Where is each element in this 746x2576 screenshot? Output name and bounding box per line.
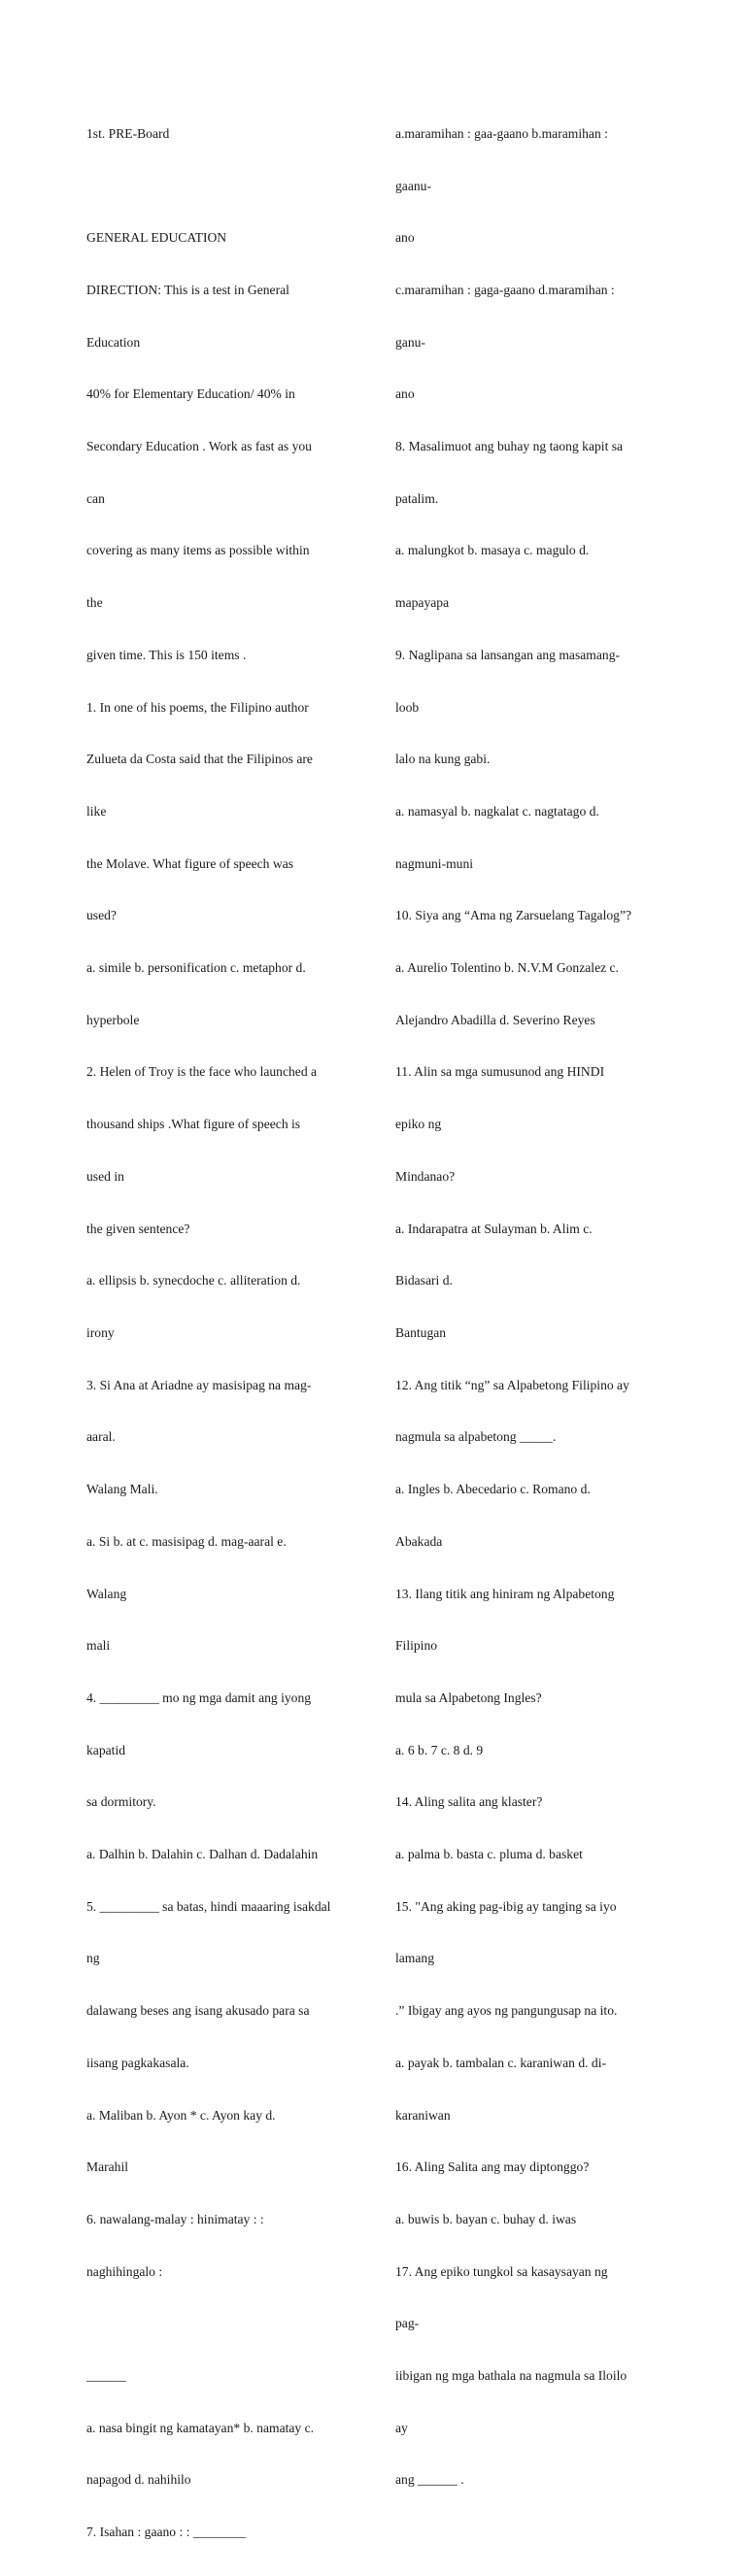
text-line: irony <box>86 1324 115 1340</box>
text-line: 7. Isahan : gaano : : ________ <box>86 2525 247 2540</box>
text-line: a.maramihan : gaa-gaano b.maramihan : <box>395 125 608 141</box>
text-line: loob <box>395 699 420 715</box>
text-line: 5. _________ sa batas, hindi maaaring isakdal <box>86 1898 331 1914</box>
text-line: aaral. <box>86 1429 116 1445</box>
text-line: ______ <box>86 2368 126 2384</box>
text-line: like <box>86 803 107 819</box>
text-line: Bantugan <box>395 1324 447 1340</box>
text-line: 1st. PRE-Board <box>86 125 170 141</box>
text-line: ano <box>395 230 415 246</box>
text-line: 8. Masalimuot ang buhay ng taong kapit sa <box>395 439 624 454</box>
text-line: nagmuni-muni <box>395 855 474 871</box>
text-line: 40% for Elementary Education/ 40% in <box>86 386 295 402</box>
text-line: mali <box>86 1638 111 1654</box>
text-line: 1. In one of his poems, the Filipino author <box>86 699 309 715</box>
text-line: the <box>86 595 103 611</box>
text-line: a. Indarapatra at Sulayman b. Alim c. <box>395 1221 593 1236</box>
text-line: a. namasyal b. nagkalat c. nagtatago d. <box>395 803 599 819</box>
text-line: a. 6 b. 7 c. 8 d. 9 <box>395 1742 484 1757</box>
text-line: Walang Mali. <box>86 1482 158 1497</box>
text-line: mula sa Alpabetong Ingles? <box>395 1689 542 1705</box>
text-line <box>86 2315 358 2332</box>
right-column <box>395 90 667 2524</box>
text-line: a. palma b. basta c. pluma d. basket <box>395 1847 583 1862</box>
text-line: can <box>86 490 105 506</box>
text-line: naghihingalo : <box>86 2263 163 2279</box>
text-line: kapatid <box>86 1742 126 1757</box>
text-line: a. Dalhin b. Dalahin c. Dalhan d. Dadalahin <box>86 1847 319 1862</box>
text-line: 4. _________ mo ng mga damit ang iyong <box>86 1689 312 1705</box>
text-line: 11. Alin sa mga sumusunod ang HINDI <box>395 1064 605 1080</box>
text-line: a. nasa bingit ng kamatayan* b. namatay c. <box>86 2420 315 2435</box>
text-line: ay <box>395 2420 408 2435</box>
text-line: GENERAL EDUCATION <box>86 230 227 246</box>
text-line: a. simile b. personification c. metaphor d. <box>86 960 306 976</box>
text-line: 10. Siya ang “Ama ng Zarsuelang Tagalog”? <box>395 908 632 923</box>
text-line: the Molave. What figure of speech was <box>86 855 294 871</box>
text-line: 12. Ang titik “ng” sa Alpabetong Filipino ay <box>395 1377 629 1392</box>
text-line: iisang pagkakasala. <box>86 2055 189 2070</box>
text-line: thousand ships .What figure of speech is <box>86 1117 301 1132</box>
text-line: used? <box>86 908 117 923</box>
text-line: Abakada <box>395 1533 443 1549</box>
text-line: sa dormitory. <box>86 1794 156 1810</box>
text-line: lalo na kung gabi. <box>395 752 491 767</box>
text-line: given time. This is 150 items . <box>86 647 247 662</box>
text-line: used in <box>86 1168 124 1184</box>
text-line: Mindanao? <box>395 1168 456 1184</box>
text-line: c.maramihan : gaga-gaano d.maramihan : <box>395 282 615 297</box>
text-line: a. Si b. at c. masisipag d. mag-aaral e. <box>86 1533 287 1549</box>
text-line: DIRECTION: This is a test in General <box>86 282 289 297</box>
text-line: Walang <box>86 1586 127 1601</box>
text-line: .” Ibigay ang ayos ng pangungusap na ito. <box>395 2003 618 2019</box>
text-line: a. payak b. tambalan c. karaniwan d. di- <box>395 2055 607 2070</box>
text-line: Alejandro Abadilla d. Severino Reyes <box>395 1012 595 1027</box>
text-line: hyperbole <box>86 1012 140 1027</box>
text-line: karaniwan <box>395 2107 451 2123</box>
text-line: a. Maliban b. Ayon * c. Ayon kay d. <box>86 2107 276 2123</box>
text-line: dalawang beses ang isang akusado para sa <box>86 2003 310 2019</box>
text-line: gaanu- <box>395 178 431 193</box>
text-line: a. malungkot b. masaya c. magulo d. <box>395 543 590 558</box>
text-line: 2. Helen of Troy is the face who launched a <box>86 1064 318 1080</box>
text-line: 17. Ang epiko tungkol sa kasaysayan ng <box>395 2263 608 2279</box>
text-line: 3. Si Ana at Ariadne ay masisipag na mag- <box>86 1377 312 1392</box>
text-line: napagod d. nahihilo <box>86 2472 191 2488</box>
text-line: patalim. <box>395 490 439 506</box>
text-line: a. Ingles b. Abecedario c. Romano d. <box>395 1482 591 1497</box>
left-column <box>86 90 358 2576</box>
text-line: ang ______ . <box>395 2472 464 2488</box>
text-line: nagmula sa alpabetong _____. <box>395 1429 557 1445</box>
text-line: lamang <box>395 1951 435 1966</box>
text-line: Secondary Education . Work as fast as you <box>86 439 312 454</box>
text-line: mapayapa <box>395 595 450 611</box>
text-line <box>86 178 358 195</box>
text-line: a. buwis b. bayan c. buhay d. iwas <box>395 2211 577 2226</box>
text-line: a. Aurelio Tolentino b. N.V.M Gonzalez c. <box>395 960 619 976</box>
text-line: 9. Naglipana sa lansangan ang masamang- <box>395 647 621 662</box>
text-line: covering as many items as possible within <box>86 543 310 558</box>
text-line: ng <box>86 1951 100 1966</box>
text-line: Zulueta da Costa said that the Filipinos are <box>86 752 313 767</box>
text-line: the given sentence? <box>86 1221 190 1236</box>
text-line: ano <box>395 386 415 402</box>
text-line: 14. Aling salita ang klaster? <box>395 1794 543 1810</box>
text-line: 16. Aling Salita ang may diptonggo? <box>395 2159 590 2175</box>
text-line: Bidasari d. <box>395 1273 453 1288</box>
text-line: 15. "Ang aking pag-ibig ay tanging sa iyo <box>395 1898 617 1914</box>
text-line: ganu- <box>395 334 425 350</box>
text-line: 13. Ilang titik ang hiniram ng Alpabetong <box>395 1586 615 1601</box>
text-line: a. ellipsis b. synecdoche c. alliteration d. <box>86 1273 301 1288</box>
text-line: Filipino <box>395 1638 438 1654</box>
text-line: epiko ng <box>395 1117 442 1132</box>
text-line: Education <box>86 334 141 350</box>
text-line: 6. nawalang-malay : hinimatay : : <box>86 2211 264 2226</box>
text-line: pag- <box>395 2316 420 2331</box>
text-line: Marahil <box>86 2159 129 2175</box>
text-line: iibigan ng mga bathala na nagmula sa Iloilo <box>395 2368 627 2384</box>
